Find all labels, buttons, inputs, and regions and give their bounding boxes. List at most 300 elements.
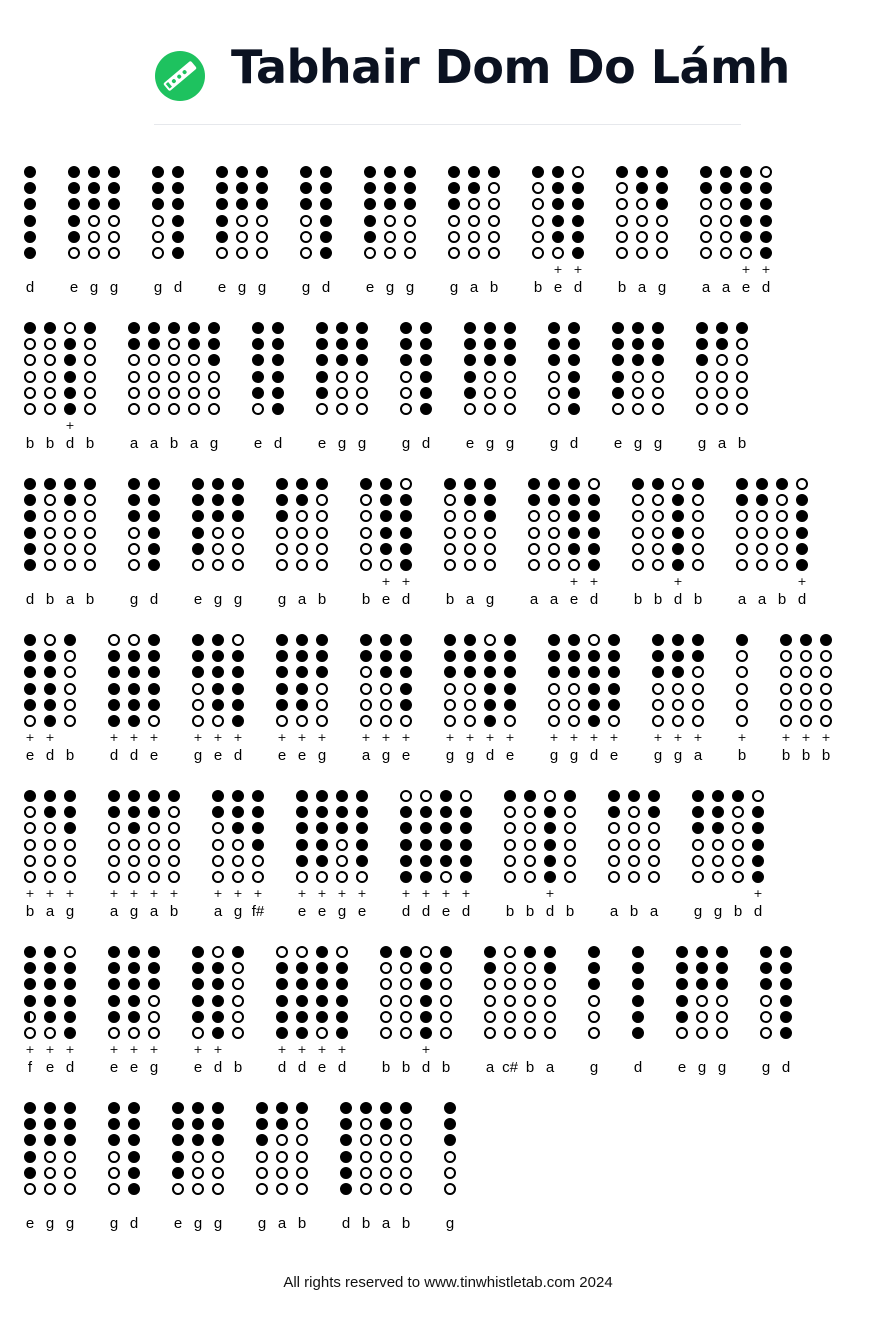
- finger-hole: [256, 215, 268, 227]
- finger-hole: [168, 354, 180, 366]
- finger-hole: [384, 231, 396, 243]
- finger-hole: [128, 354, 140, 366]
- finger-hole: [336, 962, 348, 974]
- finger-hole: [320, 166, 332, 178]
- finger-hole: [340, 1102, 352, 1114]
- finger-hole: [24, 387, 36, 399]
- finger-hole: [628, 855, 640, 867]
- finger-hole: [756, 510, 768, 522]
- finger-hole: [44, 855, 56, 867]
- finger-hole: [44, 510, 56, 522]
- finger-hole: [528, 478, 540, 490]
- finger-hole: [84, 322, 96, 334]
- note-label: d: [337, 1059, 347, 1076]
- octave-marker: +: [441, 887, 451, 900]
- octave-marker: +: [277, 1043, 287, 1056]
- finger-hole: [692, 806, 704, 818]
- note-label: g: [89, 279, 99, 296]
- finger-hole: [712, 839, 724, 851]
- finger-hole: [700, 182, 712, 194]
- finger-hole: [148, 634, 160, 646]
- finger-hole: [440, 962, 452, 974]
- finger-hole: [760, 962, 772, 974]
- note-label: g: [697, 1059, 707, 1076]
- finger-hole: [712, 806, 724, 818]
- finger-hole: [192, 1011, 204, 1023]
- finger-hole: [252, 839, 264, 851]
- finger-hole: [128, 403, 140, 415]
- finger-hole: [716, 978, 728, 990]
- finger-hole: [168, 387, 180, 399]
- finger-hole: [780, 634, 792, 646]
- finger-hole: [420, 371, 432, 383]
- finger-hole: [192, 666, 204, 678]
- finger-hole: [128, 634, 140, 646]
- finger-hole: [548, 634, 560, 646]
- finger-hole: [380, 995, 392, 1007]
- finger-hole: [548, 683, 560, 695]
- finger-hole: [612, 338, 624, 350]
- finger-hole: [64, 322, 76, 334]
- finger-hole: [820, 634, 832, 646]
- finger-hole: [776, 510, 788, 522]
- finger-hole: [236, 182, 248, 194]
- finger-hole: [464, 559, 476, 571]
- finger-hole: [696, 1027, 708, 1039]
- finger-hole: [108, 1102, 120, 1114]
- finger-hole: [276, 1011, 288, 1023]
- finger-hole: [148, 543, 160, 555]
- note-label: g: [193, 1215, 203, 1232]
- octave-marker: +: [65, 887, 75, 900]
- finger-hole: [232, 715, 244, 727]
- finger-hole: [356, 839, 368, 851]
- note-label: g: [401, 435, 411, 452]
- note-label: e: [465, 435, 475, 452]
- finger-hole: [548, 322, 560, 334]
- finger-hole: [24, 806, 36, 818]
- finger-hole: [148, 371, 160, 383]
- finger-hole: [44, 1167, 56, 1179]
- finger-hole: [700, 166, 712, 178]
- note-label: e: [253, 435, 263, 452]
- finger-hole: [316, 387, 328, 399]
- note-label: b: [361, 1215, 371, 1232]
- finger-hole: [128, 978, 140, 990]
- finger-hole: [440, 1011, 452, 1023]
- note-label: e: [357, 903, 367, 920]
- note-label: e: [45, 1059, 55, 1076]
- finger-hole: [648, 871, 660, 883]
- note-label: d: [753, 903, 763, 920]
- finger-hole: [44, 527, 56, 539]
- finger-hole: [128, 806, 140, 818]
- finger-hole: [44, 1183, 56, 1195]
- finger-hole: [380, 650, 392, 662]
- finger-hole: [444, 715, 456, 727]
- note-label: e: [193, 591, 203, 608]
- octave-marker: +: [569, 731, 579, 744]
- finger-hole: [216, 198, 228, 210]
- note-label: b: [169, 435, 179, 452]
- finger-hole: [420, 387, 432, 399]
- finger-hole: [24, 403, 36, 415]
- note-label: b: [737, 435, 747, 452]
- finger-hole: [256, 1151, 268, 1163]
- finger-hole: [760, 166, 772, 178]
- note-label: e: [129, 1059, 139, 1076]
- finger-hole: [336, 822, 348, 834]
- finger-hole: [736, 387, 748, 399]
- finger-hole: [648, 822, 660, 834]
- finger-hole: [400, 527, 412, 539]
- note-label: e: [217, 279, 227, 296]
- finger-hole: [44, 650, 56, 662]
- finger-hole: [636, 182, 648, 194]
- finger-hole: [192, 946, 204, 958]
- finger-hole: [316, 962, 328, 974]
- finger-hole: [776, 559, 788, 571]
- finger-hole: [672, 634, 684, 646]
- note-label: g: [633, 435, 643, 452]
- finger-hole: [232, 946, 244, 958]
- note-label: b: [233, 1059, 243, 1076]
- finger-hole: [400, 871, 412, 883]
- finger-hole: [448, 247, 460, 259]
- finger-hole: [84, 527, 96, 539]
- finger-hole: [484, 962, 496, 974]
- finger-hole: [128, 962, 140, 974]
- note-label: d: [401, 591, 411, 608]
- finger-hole: [128, 387, 140, 399]
- octave-marker: +: [337, 1043, 347, 1056]
- finger-hole: [652, 527, 664, 539]
- finger-hole: [24, 1151, 36, 1163]
- octave-marker: +: [465, 731, 475, 744]
- finger-hole: [108, 871, 120, 883]
- finger-hole: [504, 650, 516, 662]
- finger-hole: [296, 1011, 308, 1023]
- finger-hole: [64, 478, 76, 490]
- note-label: d: [781, 1059, 791, 1076]
- finger-hole: [232, 494, 244, 506]
- finger-hole: [108, 1011, 120, 1023]
- finger-hole: [192, 1151, 204, 1163]
- octave-marker: +: [129, 1043, 139, 1056]
- finger-hole: [696, 354, 708, 366]
- finger-hole: [488, 247, 500, 259]
- finger-hole: [632, 354, 644, 366]
- finger-hole: [64, 715, 76, 727]
- finger-hole: [484, 650, 496, 662]
- finger-hole: [360, 1118, 372, 1130]
- finger-hole: [548, 559, 560, 571]
- finger-hole: [780, 666, 792, 678]
- finger-hole: [444, 634, 456, 646]
- finger-hole: [300, 198, 312, 210]
- octave-marker: +: [317, 1043, 327, 1056]
- finger-hole: [464, 387, 476, 399]
- note-label: b: [565, 903, 575, 920]
- finger-hole: [756, 559, 768, 571]
- finger-hole: [148, 650, 160, 662]
- note-label: a: [529, 591, 539, 608]
- finger-hole: [88, 247, 100, 259]
- finger-hole: [692, 855, 704, 867]
- finger-hole: [568, 478, 580, 490]
- finger-hole: [256, 1118, 268, 1130]
- finger-hole: [360, 1134, 372, 1146]
- finger-hole: [356, 790, 368, 802]
- finger-hole: [336, 322, 348, 334]
- finger-hole: [572, 231, 584, 243]
- finger-hole: [336, 871, 348, 883]
- finger-hole: [648, 790, 660, 802]
- finger-hole: [504, 855, 516, 867]
- finger-hole: [720, 231, 732, 243]
- finger-hole: [692, 683, 704, 695]
- note-label: a: [149, 435, 159, 452]
- finger-hole: [440, 946, 452, 958]
- finger-hole: [444, 1102, 456, 1114]
- finger-hole: [172, 215, 184, 227]
- octave-marker: +: [213, 887, 223, 900]
- finger-hole: [800, 683, 812, 695]
- finger-hole: [632, 527, 644, 539]
- octave-marker: +: [553, 263, 563, 276]
- finger-hole: [676, 1011, 688, 1023]
- finger-hole: [24, 215, 36, 227]
- finger-hole: [232, 790, 244, 802]
- octave-marker: +: [277, 731, 287, 744]
- finger-hole: [444, 1118, 456, 1130]
- finger-hole: [564, 790, 576, 802]
- finger-hole: [464, 371, 476, 383]
- finger-hole: [360, 1102, 372, 1114]
- finger-hole: [296, 559, 308, 571]
- finger-hole: [796, 494, 808, 506]
- finger-hole: [24, 166, 36, 178]
- finger-hole: [208, 403, 220, 415]
- finger-hole: [316, 871, 328, 883]
- finger-hole: [168, 322, 180, 334]
- finger-hole: [192, 683, 204, 695]
- finger-hole: [440, 871, 452, 883]
- finger-hole: [400, 559, 412, 571]
- finger-hole: [44, 403, 56, 415]
- finger-hole: [736, 666, 748, 678]
- finger-hole: [628, 822, 640, 834]
- note-label: g: [233, 591, 243, 608]
- finger-hole: [148, 559, 160, 571]
- finger-hole: [740, 198, 752, 210]
- finger-hole: [736, 403, 748, 415]
- octave-marker: +: [297, 731, 307, 744]
- note-label: b: [781, 747, 791, 764]
- finger-hole: [548, 699, 560, 711]
- finger-hole: [404, 215, 416, 227]
- finger-hole: [672, 650, 684, 662]
- finger-hole: [296, 978, 308, 990]
- finger-hole: [108, 247, 120, 259]
- finger-hole: [128, 946, 140, 958]
- finger-hole: [296, 1167, 308, 1179]
- finger-hole: [236, 198, 248, 210]
- finger-hole: [44, 790, 56, 802]
- finger-hole: [400, 543, 412, 555]
- finger-hole: [148, 855, 160, 867]
- finger-hole: [276, 1167, 288, 1179]
- finger-hole: [504, 946, 516, 958]
- finger-hole: [148, 978, 160, 990]
- note-label: a: [693, 747, 703, 764]
- finger-hole: [24, 322, 36, 334]
- finger-hole: [652, 634, 664, 646]
- finger-hole: [692, 494, 704, 506]
- finger-hole: [64, 978, 76, 990]
- finger-hole: [296, 1134, 308, 1146]
- finger-hole: [108, 650, 120, 662]
- finger-hole: [128, 478, 140, 490]
- finger-hole: [216, 166, 228, 178]
- finger-hole: [532, 231, 544, 243]
- finger-hole: [296, 494, 308, 506]
- finger-hole: [736, 338, 748, 350]
- finger-hole: [400, 510, 412, 522]
- finger-hole: [716, 1011, 728, 1023]
- finger-hole: [564, 806, 576, 818]
- finger-hole: [148, 354, 160, 366]
- finger-hole: [256, 1134, 268, 1146]
- finger-hole: [364, 166, 376, 178]
- note-label: e: [677, 1059, 687, 1076]
- finger-hole: [296, 650, 308, 662]
- finger-hole: [148, 338, 160, 350]
- octave-marker: +: [753, 887, 763, 900]
- finger-hole: [484, 1011, 496, 1023]
- finger-hole: [616, 182, 628, 194]
- finger-hole: [380, 683, 392, 695]
- note-label: a: [297, 591, 307, 608]
- finger-hole: [756, 527, 768, 539]
- page-title: Tabhair Dom Do Lámh: [231, 40, 790, 94]
- finger-hole: [88, 231, 100, 243]
- finger-hole: [148, 1011, 160, 1023]
- finger-hole: [504, 354, 516, 366]
- finger-hole: [652, 650, 664, 662]
- finger-hole: [192, 1167, 204, 1179]
- finger-hole: [44, 978, 56, 990]
- finger-hole: [716, 962, 728, 974]
- finger-hole: [572, 182, 584, 194]
- note-label: d: [213, 1059, 223, 1076]
- note-label: e: [277, 747, 287, 764]
- finger-hole: [632, 510, 644, 522]
- finger-hole: [236, 215, 248, 227]
- finger-hole: [544, 1011, 556, 1023]
- note-label: d: [149, 591, 159, 608]
- finger-hole: [128, 510, 140, 522]
- finger-hole: [232, 683, 244, 695]
- finger-hole: [568, 338, 580, 350]
- finger-hole: [148, 683, 160, 695]
- finger-hole: [232, 478, 244, 490]
- finger-hole: [568, 559, 580, 571]
- note-label: b: [401, 1215, 411, 1232]
- note-label: b: [693, 591, 703, 608]
- finger-hole: [448, 166, 460, 178]
- finger-hole: [192, 559, 204, 571]
- finger-hole: [444, 1134, 456, 1146]
- finger-hole: [356, 371, 368, 383]
- finger-hole: [572, 166, 584, 178]
- note-label: d: [297, 1059, 307, 1076]
- finger-hole: [656, 182, 668, 194]
- finger-hole: [232, 1011, 244, 1023]
- finger-hole: [276, 1183, 288, 1195]
- note-label: e: [505, 747, 515, 764]
- note-label: g: [717, 1059, 727, 1076]
- octave-marker: +: [545, 887, 555, 900]
- finger-hole: [316, 683, 328, 695]
- finger-hole: [152, 215, 164, 227]
- finger-hole: [148, 715, 160, 727]
- finger-hole: [460, 790, 472, 802]
- finger-hole: [712, 855, 724, 867]
- finger-hole: [544, 995, 556, 1007]
- finger-hole: [64, 995, 76, 1007]
- finger-hole: [484, 715, 496, 727]
- finger-hole: [212, 978, 224, 990]
- note-label: b: [441, 1059, 451, 1076]
- finger-hole: [820, 650, 832, 662]
- finger-hole: [468, 198, 480, 210]
- finger-hole: [380, 478, 392, 490]
- finger-hole: [316, 995, 328, 1007]
- finger-hole: [108, 790, 120, 802]
- finger-hole: [544, 946, 556, 958]
- finger-hole: [128, 1167, 140, 1179]
- finger-hole: [696, 371, 708, 383]
- finger-hole: [148, 871, 160, 883]
- finger-hole: [656, 231, 668, 243]
- finger-hole: [524, 995, 536, 1007]
- finger-hole: [400, 650, 412, 662]
- finger-hole: [716, 995, 728, 1007]
- finger-hole: [380, 1011, 392, 1023]
- finger-hole: [44, 387, 56, 399]
- finger-hole: [760, 946, 772, 958]
- finger-hole: [84, 354, 96, 366]
- note-label: e: [297, 903, 307, 920]
- finger-hole: [460, 822, 472, 834]
- note-label: d: [545, 903, 555, 920]
- finger-hole: [420, 946, 432, 958]
- finger-hole: [108, 1118, 120, 1130]
- note-label: b: [85, 435, 95, 452]
- finger-hole: [24, 247, 36, 259]
- finger-hole: [524, 1027, 536, 1039]
- finger-hole: [172, 1151, 184, 1163]
- finger-hole: [464, 527, 476, 539]
- finger-hole: [44, 1027, 56, 1039]
- finger-hole: [360, 715, 372, 727]
- octave-marker: +: [741, 263, 751, 276]
- finger-hole: [528, 527, 540, 539]
- finger-hole: [316, 403, 328, 415]
- finger-hole: [752, 871, 764, 883]
- finger-hole: [460, 855, 472, 867]
